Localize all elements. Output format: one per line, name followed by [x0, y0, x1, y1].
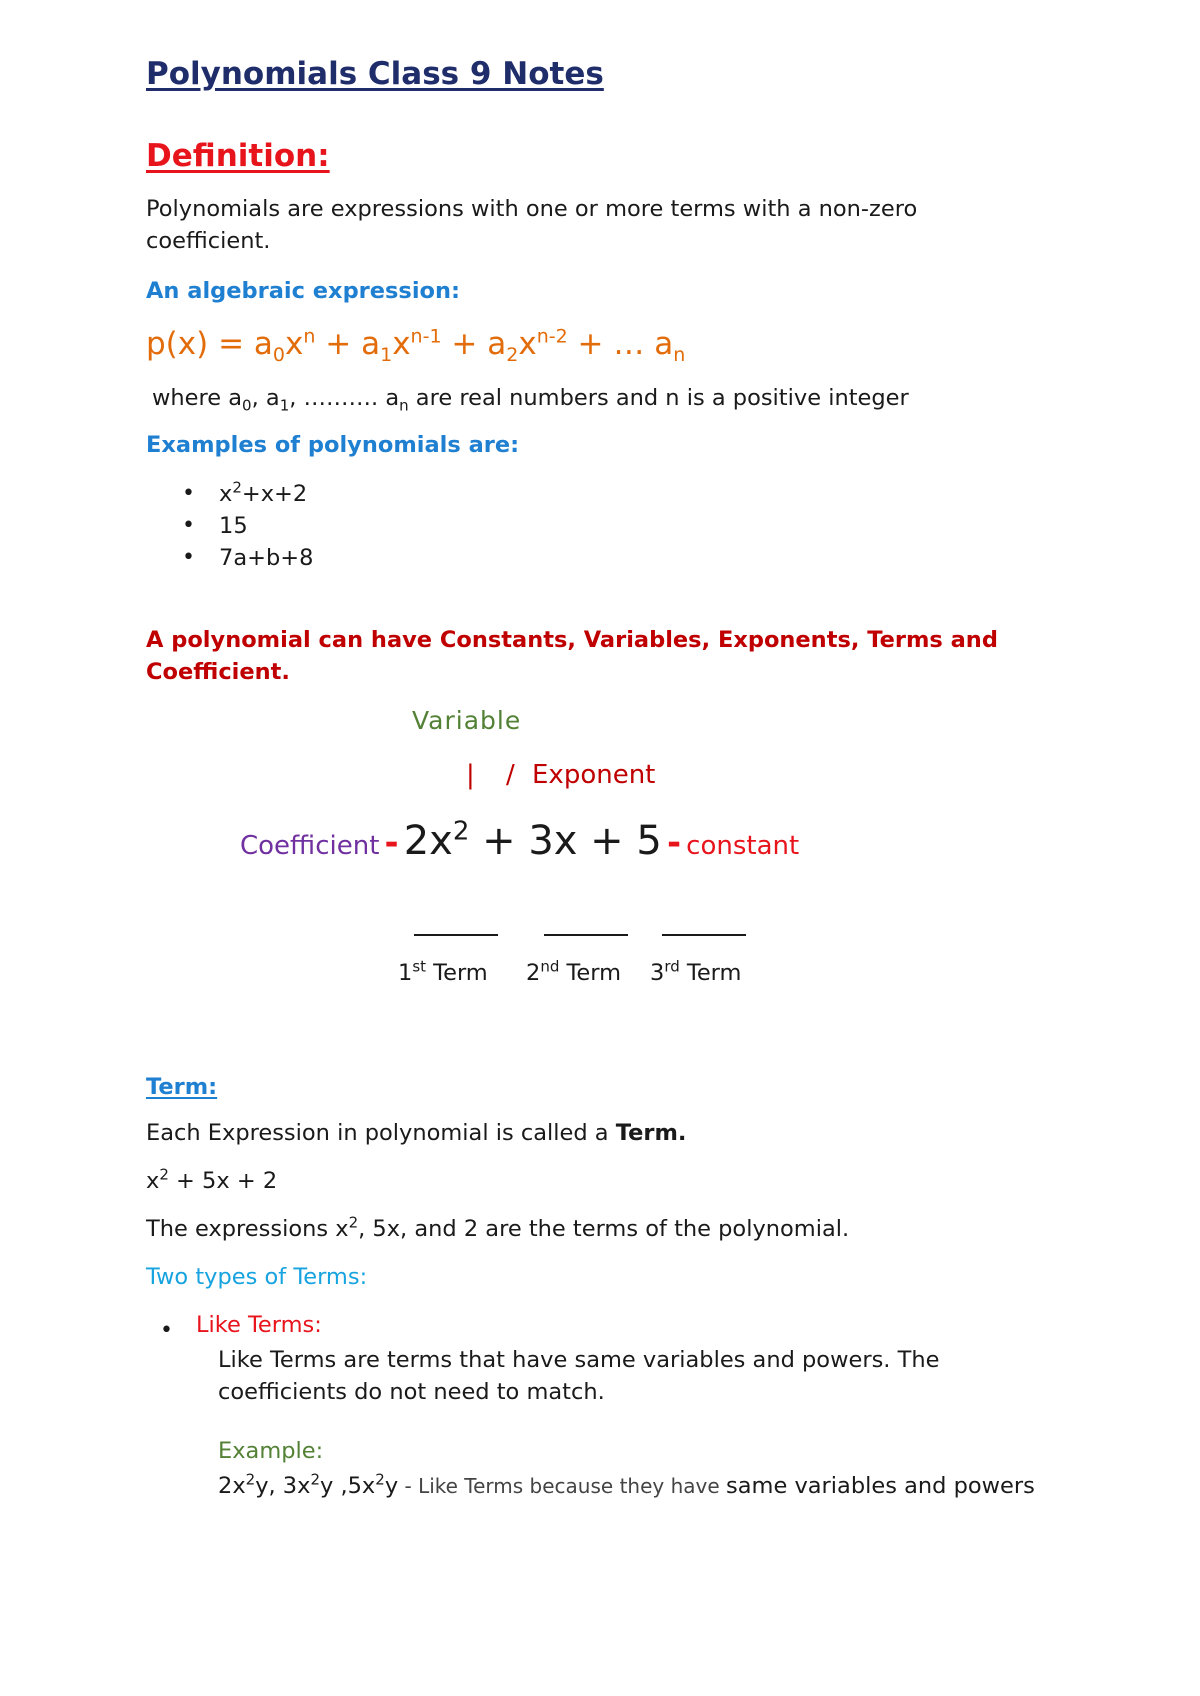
annotated-equation-row	[240, 818, 799, 864]
definition-heading: Definition:	[146, 138, 330, 174]
examples-heading: Examples of polynomials are:	[146, 432, 520, 458]
definition-text-line2: coefficient.	[146, 228, 271, 254]
polynomial-components-heading: A polynomial can have Constants, Variables, Exponents, Terms and Coefficient.	[146, 627, 998, 685]
term-explanation: The expressions $x^2$, 5x, and 2 are the terms of the polynomial.	[146, 1213, 850, 1242]
list-item: • 15	[146, 510, 313, 542]
definition-text-line1: Polynomials are expressions with one or more terms with a non-zero	[146, 196, 918, 222]
term3-label: 3rd Term	[650, 957, 742, 986]
formula-where-clause: where $a_0$, $a_1$, ………. $a_n$ are real numbers and n is a positive integer	[152, 385, 909, 415]
term1-underline	[414, 934, 498, 936]
list-item: • $x^2+x+2$	[146, 478, 313, 510]
term-definition: Each Expression in polynomial is called a Term.	[146, 1120, 687, 1146]
constant-dash: -	[666, 823, 682, 863]
like-terms-example-label: Example:	[218, 1438, 324, 1464]
list-item: • 7a+b+8	[146, 542, 313, 574]
page-title: Polynomials Class 9 Notes	[146, 56, 604, 92]
term3-underline	[662, 934, 746, 936]
examples-list	[146, 478, 313, 574]
term1-label: 1st Term	[398, 957, 488, 986]
constant-label: constant	[686, 831, 800, 861]
example-equation: $2x^2 + 3x + 5$	[403, 816, 662, 864]
general-polynomial-formula: $p(x) = a_0x^n + a_1x^{n-1} + a_2x^{n-2}$ + … $a_n$	[146, 325, 686, 367]
variable-label: Variable	[412, 706, 522, 735]
exponent-label: Exponent	[532, 760, 656, 790]
term-types-heading: Two types of Terms:	[146, 1264, 368, 1290]
term2-underline	[544, 934, 628, 936]
coefficient-dash: -	[384, 823, 399, 863]
like-terms-label: Like Terms:	[196, 1312, 322, 1338]
like-terms-bullet: •	[160, 1318, 173, 1343]
algebraic-expression-heading: An algebraic expression:	[146, 278, 461, 304]
exponent-pointer-slash: /	[506, 760, 515, 790]
like-terms-example: $2x^2y$, $3x^2y$ $,5x^2y$ - Like Terms because they have same variables and powers	[218, 1470, 1035, 1499]
term-example-expression: $x^2 + 5x + 2$	[146, 1165, 278, 1194]
term-heading: Term:	[146, 1074, 218, 1100]
variable-pointer-bar: |	[466, 760, 475, 790]
like-terms-description: Like Terms are terms that have same variables and powers. The coefficients do not need to match.	[218, 1347, 940, 1405]
term2-label: 2nd Term	[526, 957, 622, 986]
coefficient-label: Coefficient	[240, 831, 380, 861]
